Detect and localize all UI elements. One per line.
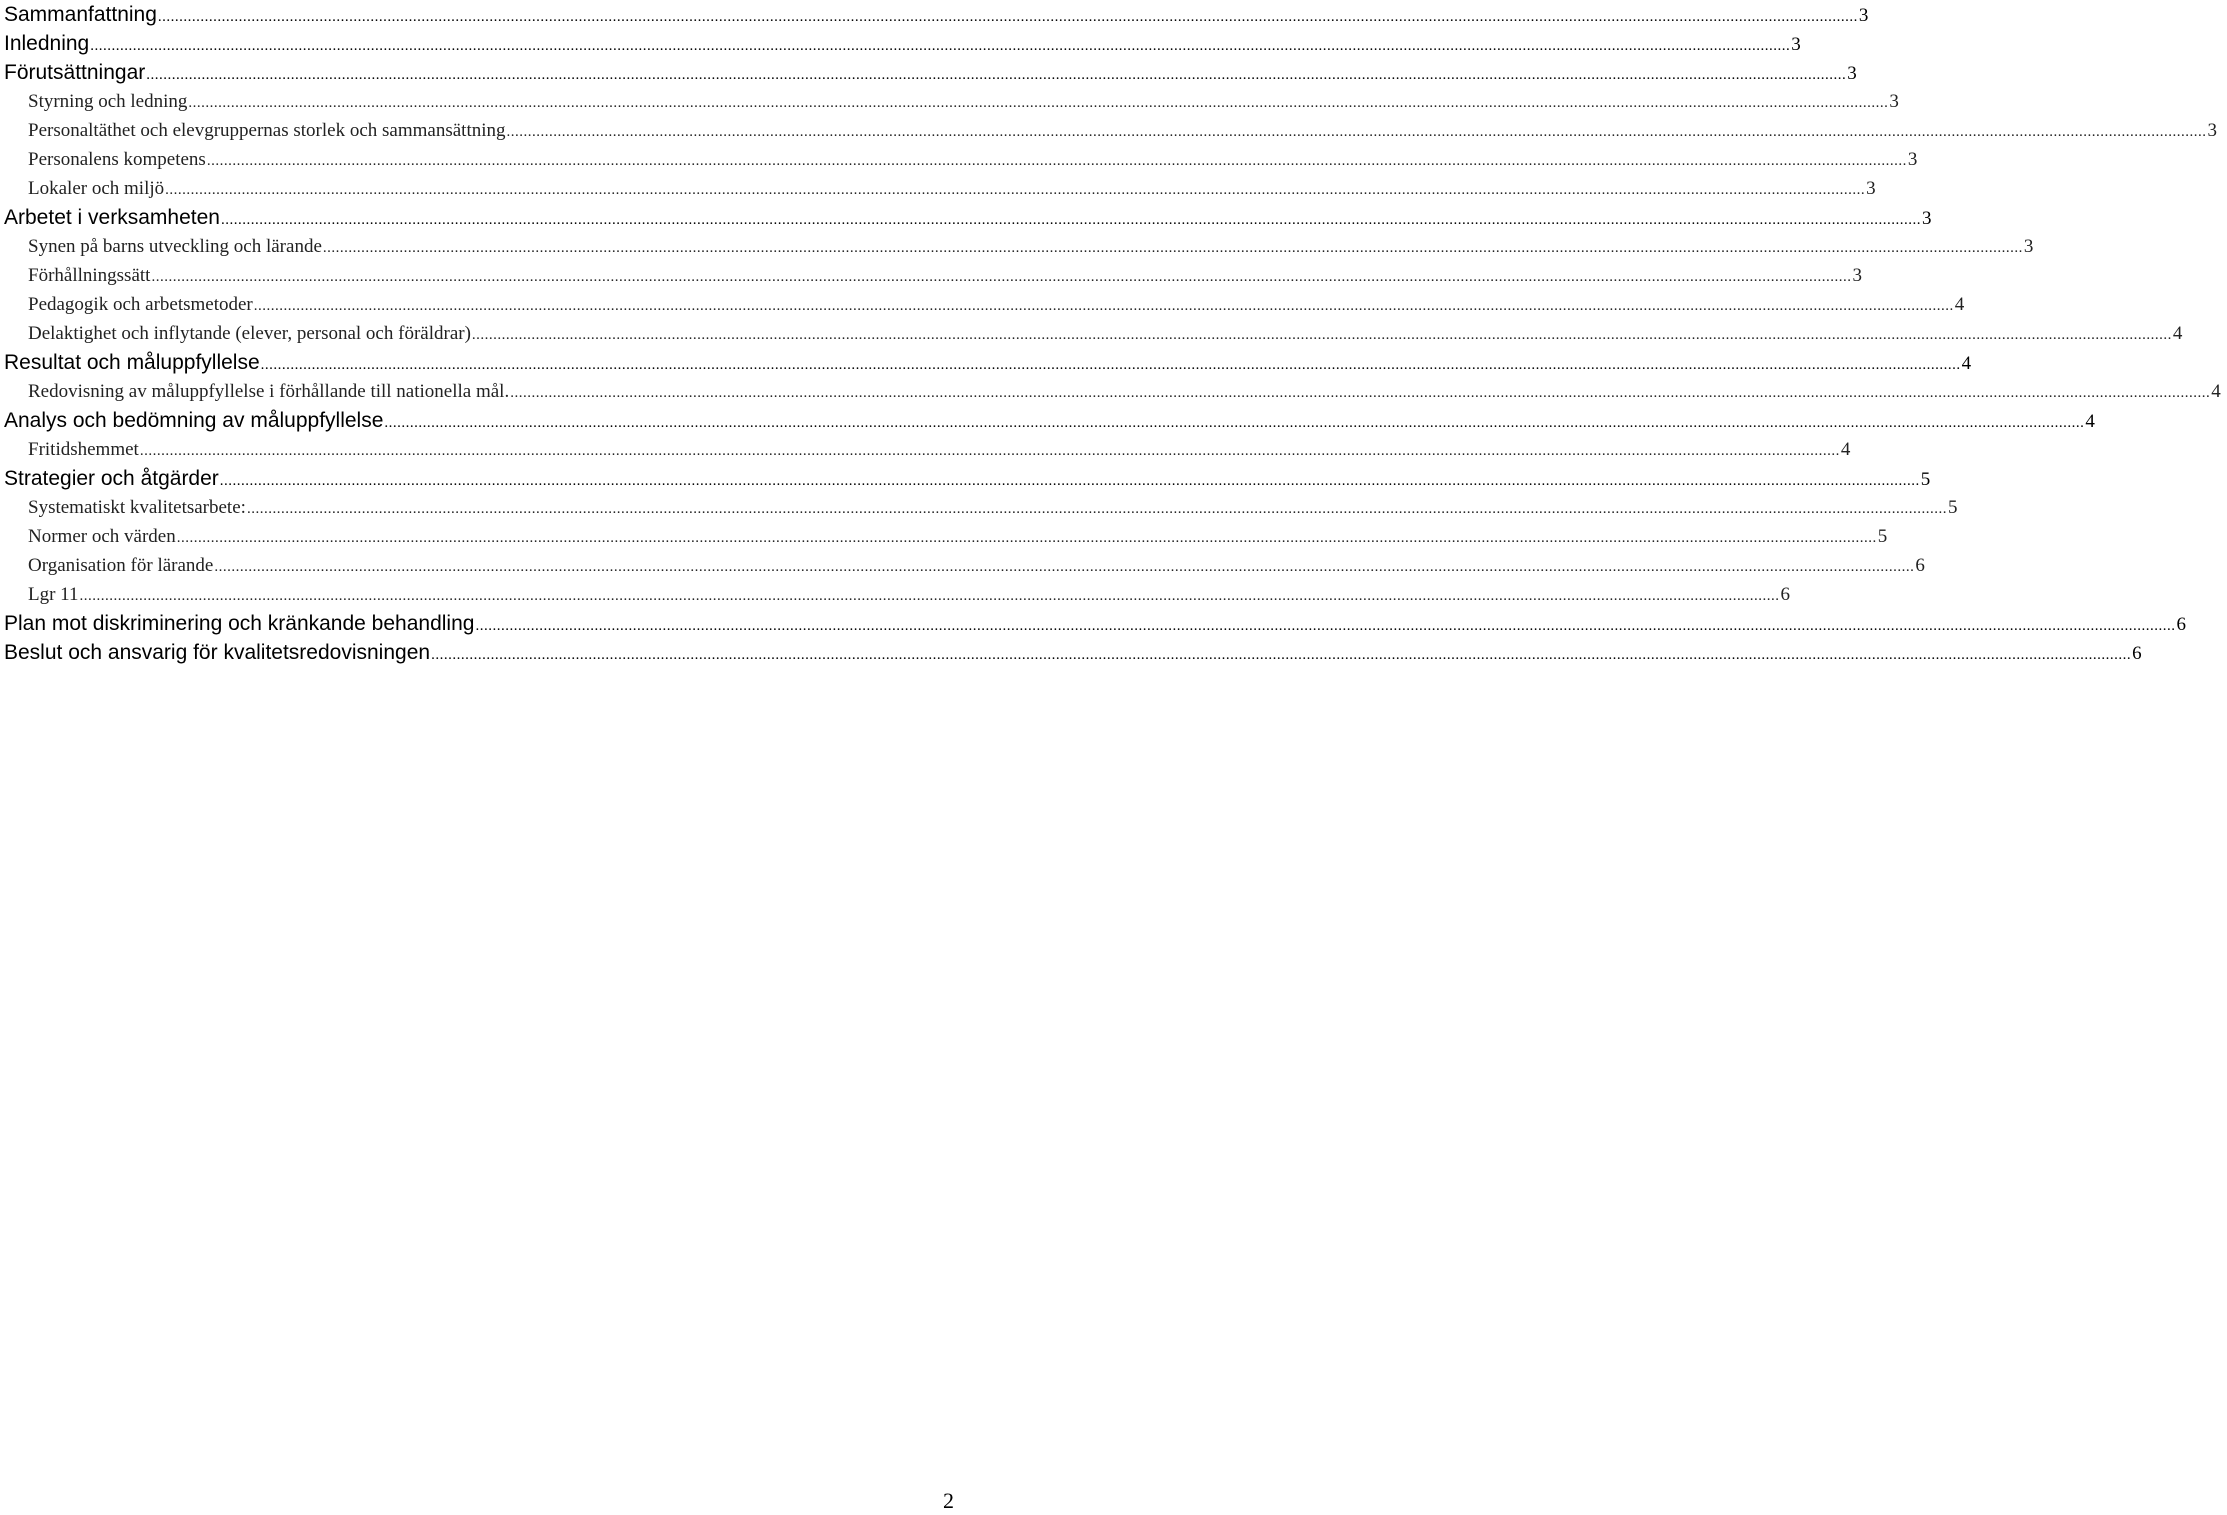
toc-entry-page: 3	[1847, 63, 1857, 84]
toc-entry-page: 3	[1866, 178, 1876, 199]
toc-dot-leader: ................................................................................................................................................................................................................................................................................................................................................................................................................	[188, 95, 1889, 111]
toc-dot-leader: ................................................................................................................................................................................................................................................................................................................................................................................................................	[384, 415, 2085, 431]
toc-entry-title: Sammanfattning	[4, 3, 157, 26]
toc-entry-page: 6	[1915, 555, 1925, 576]
toc-subentry[interactable]	[4, 145, 1918, 174]
toc-entry-title: Lgr 11	[28, 584, 79, 605]
toc-entry-title: Redovisning av måluppfyllelse i förhållande till nationella mål.	[28, 381, 510, 402]
toc-entry-title: Styrning och ledning	[28, 91, 188, 112]
toc-dot-leader: ................................................................................................................................................................................................................................................................................................................................................................................................................	[176, 530, 1877, 546]
toc-subentry[interactable]	[4, 116, 2218, 145]
toc-subentry[interactable]	[4, 435, 1851, 464]
toc-dot-leader: ................................................................................................................................................................................................................................................................................................................................................................................................................	[214, 559, 1915, 575]
toc-entry-title: Förutsättningar	[4, 61, 146, 84]
toc-entry-page: 3	[2207, 120, 2218, 141]
toc-dot-leader: ................................................................................................................................................................................................................................................................................................................................................................................................................	[260, 357, 1961, 373]
toc-entry-page: 6	[1780, 584, 1790, 605]
toc-entry-title: Lokaler och miljö	[28, 178, 165, 199]
toc-dot-leader: ................................................................................................................................................................................................................................................................................................................................................................................................................	[475, 618, 2176, 634]
toc-entry[interactable]	[4, 464, 1931, 493]
toc-subentry[interactable]	[4, 174, 1876, 203]
toc-entry-title: Personalens kompetens	[28, 149, 206, 170]
toc-entry[interactable]	[4, 58, 1857, 87]
toc-entry[interactable]	[4, 348, 1972, 377]
toc-entry-title: Beslut och ansvarig för kvalitetsredovisningen	[4, 641, 431, 664]
toc-entry-page: 3	[2023, 236, 2034, 257]
toc-dot-leader: ................................................................................................................................................................................................................................................................................................................................................................................................................	[471, 327, 2172, 343]
toc-entry-title: Analys och bedömning av måluppfyllelse	[4, 409, 384, 432]
toc-dot-leader: ................................................................................................................................................................................................................................................................................................................................................................................................................	[165, 182, 1866, 198]
toc-dot-leader: ................................................................................................................................................................................................................................................................................................................................................................................................................	[206, 153, 1907, 169]
toc-entry-page: 4	[2172, 323, 2183, 344]
toc-entry-title: Plan mot diskriminering och kränkande behandling	[4, 612, 475, 635]
toc-dot-leader: ................................................................................................................................................................................................................................................................................................................................................................................................................	[431, 647, 2132, 663]
toc-dot-leader: ................................................................................................................................................................................................................................................................................................................................................................................................................	[219, 473, 1920, 489]
toc-dot-leader: ................................................................................................................................................................................................................................................................................................................................................................................................................	[322, 240, 2023, 256]
toc-subentry[interactable]	[4, 232, 2034, 261]
toc-entry[interactable]	[4, 406, 2095, 435]
toc-subentry[interactable]	[4, 319, 2183, 348]
toc-entry[interactable]	[4, 638, 2142, 667]
toc-entry-title: Personaltäthet och elevgruppernas storlek och sammansättning	[28, 120, 506, 141]
toc-entry-title: Resultat och måluppfyllelse	[4, 351, 260, 374]
toc-entry-page: 4	[1840, 439, 1851, 460]
toc-entry[interactable]	[4, 203, 1932, 232]
toc-dot-leader: ................................................................................................................................................................................................................................................................................................................................................................................................................	[139, 443, 1840, 459]
toc-subentry[interactable]	[4, 493, 1958, 522]
toc-dot-leader: ................................................................................................................................................................................................................................................................................................................................................................................................................	[157, 9, 1858, 25]
toc-dot-leader: ................................................................................................................................................................................................................................................................................................................................................................................................................	[253, 298, 1954, 314]
toc-entry-page: 5	[1877, 526, 1888, 547]
toc-dot-leader: ................................................................................................................................................................................................................................................................................................................................................................................................................	[220, 212, 1921, 228]
toc-dot-leader: ................................................................................................................................................................................................................................................................................................................................................................................................................	[246, 501, 1947, 517]
toc-entry-title: Pedagogik och arbetsmetoder	[28, 294, 253, 315]
toc-dot-leader: ................................................................................................................................................................................................................................................................................................................................................................................................................	[79, 588, 1780, 604]
toc-entry-page: 3	[1858, 5, 1869, 26]
toc-dot-leader: ................................................................................................................................................................................................................................................................................................................................................................................................................	[151, 269, 1852, 285]
toc-entry-title: Systematiskt kvalitetsarbete:	[28, 497, 246, 518]
toc-subentry[interactable]	[4, 261, 1862, 290]
toc-entry-title: Delaktighet och inflytande (elever, personal och föräldrar)	[28, 323, 471, 344]
toc-entry-page: 3	[1791, 34, 1801, 55]
toc-subentry[interactable]	[4, 290, 1965, 319]
toc-subentry[interactable]	[4, 87, 1899, 116]
toc-subentry[interactable]	[4, 377, 2221, 406]
toc-subentry[interactable]	[4, 522, 1888, 551]
toc-entry-page: 3	[1889, 91, 1899, 112]
page-number: 2	[943, 1488, 954, 1513]
toc-entry[interactable]	[4, 609, 2186, 638]
toc-entry-title: Organisation för lärande	[28, 555, 214, 576]
toc-entry[interactable]	[4, 0, 1869, 29]
toc-dot-leader: ................................................................................................................................................................................................................................................................................................................................................................................................................	[146, 67, 1847, 83]
toc-entry-page: 4	[1954, 294, 1965, 315]
table-of-contents	[4, 0, 2221, 667]
toc-entry[interactable]	[4, 29, 1801, 58]
toc-entry-title: Inledning	[4, 32, 90, 55]
toc-entry-page: 3	[1852, 265, 1862, 286]
toc-entry-page: 4	[2085, 411, 2095, 432]
toc-dot-leader: ................................................................................................................................................................................................................................................................................................................................................................................................................	[90, 38, 1791, 54]
toc-entry-title: Normer och värden	[28, 526, 176, 547]
toc-entry-title: Arbetet i verksamheten	[4, 206, 220, 229]
toc-entry-page: 3	[1921, 208, 1932, 229]
toc-subentry[interactable]	[4, 551, 1925, 580]
toc-entry-title: Fritidshemmet	[28, 439, 139, 460]
toc-subentry[interactable]	[4, 580, 1790, 609]
toc-entry-page: 6	[2176, 614, 2186, 635]
toc-entry-page: 6	[2132, 643, 2142, 664]
toc-entry-page: 4	[2211, 381, 2221, 402]
toc-entry-page: 5	[1947, 497, 1958, 518]
toc-entry-title: Strategier och åtgärder	[4, 467, 219, 490]
toc-entry-page: 3	[1907, 149, 1918, 170]
toc-entry-page: 5	[1920, 469, 1931, 490]
toc-entry-title: Förhållningssätt	[28, 265, 151, 286]
toc-entry-title: Synen på barns utveckling och lärande	[28, 236, 322, 257]
toc-dot-leader: ................................................................................................................................................................................................................................................................................................................................................................................................................	[510, 385, 2211, 401]
toc-dot-leader: ................................................................................................................................................................................................................................................................................................................................................................................................................	[506, 124, 2207, 140]
toc-entry-page: 4	[1961, 353, 1972, 374]
